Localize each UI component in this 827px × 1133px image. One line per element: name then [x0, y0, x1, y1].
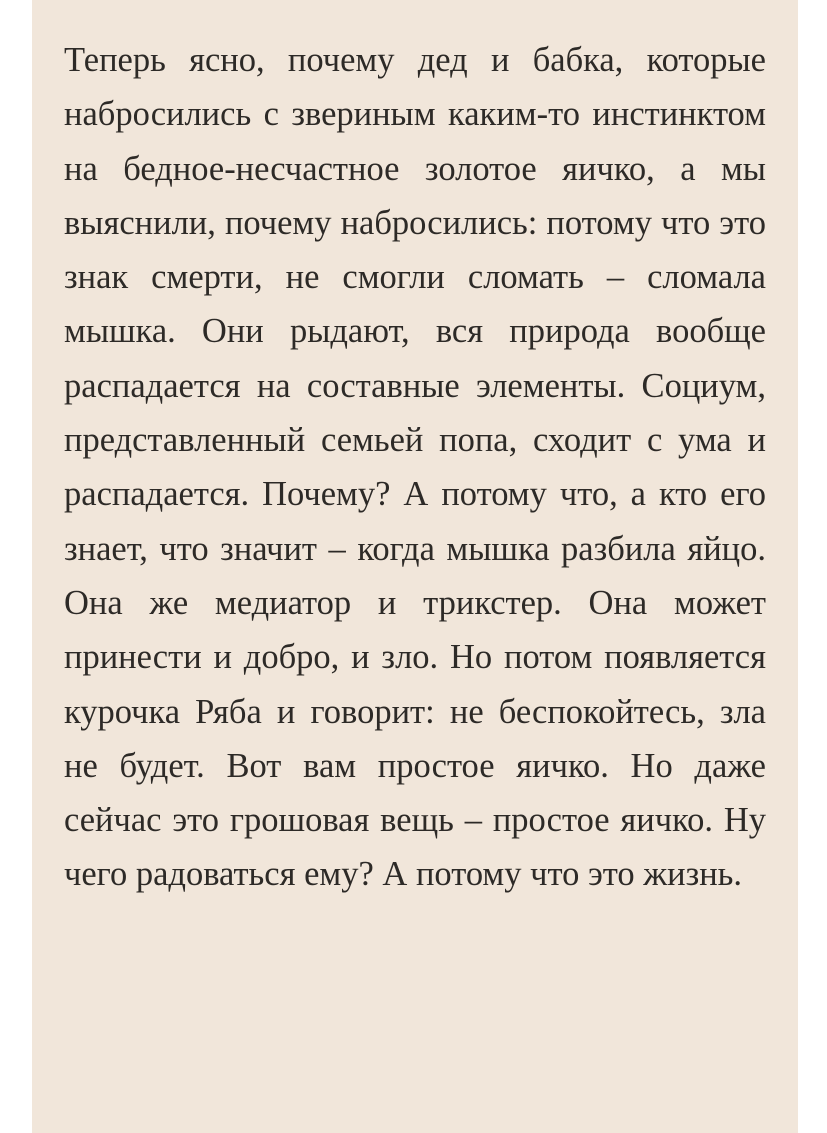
body-paragraph: Теперь ясно, почему дед и бабка, которые набросились с звериным каким-то инстинктом на бедное-несчастное золотое яичко, а мы выяснили, почему набросились: потому что это знак смерти, не смогли сломать – сломала мышка. Они рыдают, вся природа вообще распадается на составные элементы. Социум, представленный семьей попа, сходит с ума и распадается. Почему? А потому что, а кто его знает, что значит – когда мышка разбила яйцо. Она же медиатор и трикстер. Она может принести и добро, и зло. Но потом появляется курочка Ряба и говорит: не беспокойтесь, зла не будет. Вот вам простое яичко. Но даже сейчас это грошовая вещь – простое яичко. Ну чего радоваться ему? А потому что это жизнь. [64, 41, 766, 894]
page [32, 0, 798, 1133]
